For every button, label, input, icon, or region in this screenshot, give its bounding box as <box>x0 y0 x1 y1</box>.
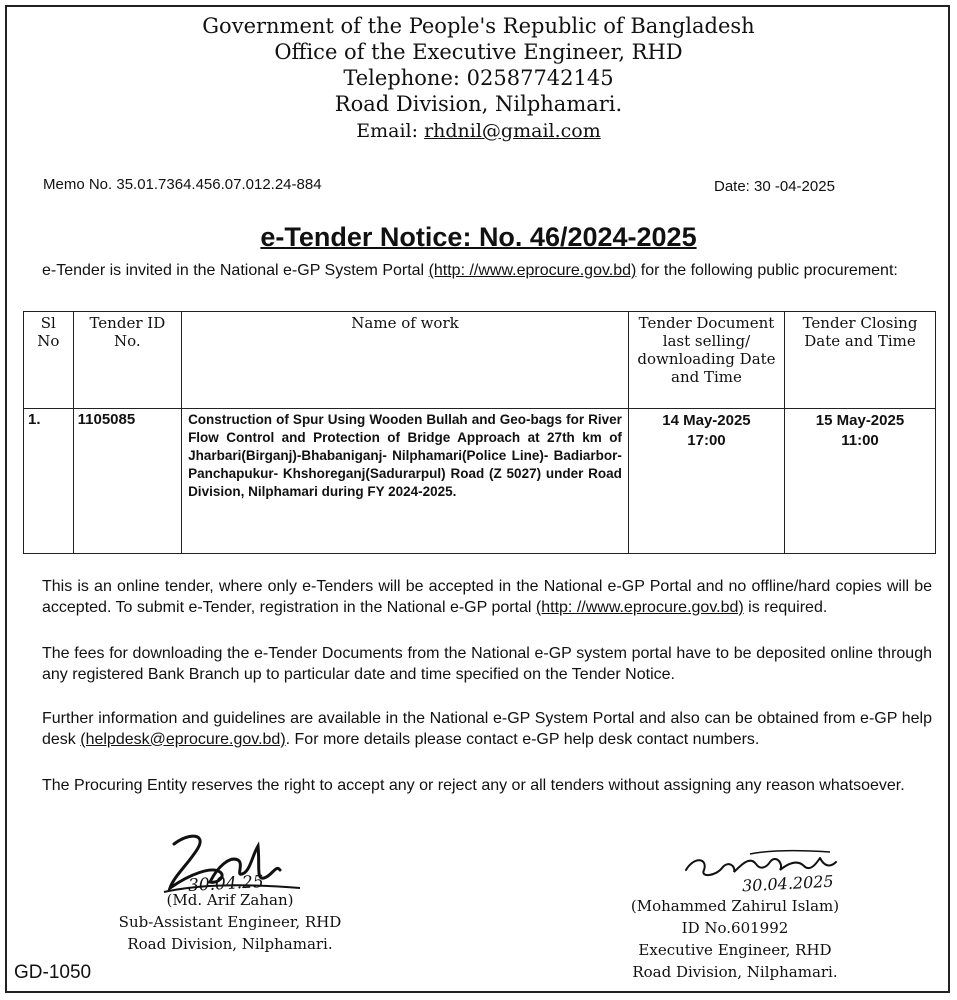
memo-number: Memo No. 35.01.7364.456.07.012.24-884 <box>43 176 322 193</box>
row-doc-time: 17:00 <box>687 432 726 449</box>
header-sl: Sl No <box>24 312 74 409</box>
signatory-right <box>600 895 870 983</box>
row-sl: 1. <box>24 409 74 554</box>
p1-text-before: This is an online tender, where only e-Tenders will be accepted in the National e-GP Portal and no offline/hard copies will be accepted. To submit e-Tender, registration in the National e-GP portal <box>42 578 932 616</box>
eprocure-link-2[interactable]: (http: //www.eprocure.gov.bd) <box>535 598 744 616</box>
header-email-line <box>0 120 957 142</box>
tender-table <box>23 311 936 554</box>
intro-text-after: for the following public procurement: <box>636 262 898 279</box>
row-doc-cell <box>628 409 784 554</box>
row-closing-date: 15 May-2025 <box>815 412 905 429</box>
paragraph-helpdesk <box>42 709 932 750</box>
signatory-right-id: ID No.601992 <box>681 919 789 937</box>
row-tender-id: 1105085 <box>73 409 181 554</box>
table-row <box>24 409 936 554</box>
paragraph-rights: The Procuring Entity reserves the right to accept any or reject any or all tenders without assigning any reason whatsoever. <box>42 777 905 794</box>
row-name-of-work-cell <box>182 409 629 554</box>
eprocure-link[interactable]: (http: //www.eprocure.gov.bd) <box>428 262 637 279</box>
row-doc-date: 14 May-2025 <box>662 412 751 429</box>
header-office: Office of the Executive Engineer, RHD <box>274 40 683 64</box>
intro-paragraph <box>42 261 922 281</box>
header-telephone: Telephone: 02587742145 <box>343 66 614 90</box>
email-link[interactable]: rhdnil@gmail.com <box>424 120 601 142</box>
signatory-right-name: (Mohammed Zahirul Islam) <box>630 897 840 915</box>
p3-text-before: Further information and guidelines are available in the National e-GP System Portal and also can be obtained from e-GP help desk <box>42 710 932 748</box>
intro-text-before: e-Tender is invited in the National e-GP System Portal <box>42 262 429 279</box>
header-division: Road Division, Nilphamari. <box>334 92 623 116</box>
memo-date: Date: 30 -04-2025 <box>714 178 835 195</box>
signature-left-date: 30.04.25 <box>187 872 265 896</box>
email-label: Email: <box>356 120 425 142</box>
signatory-left-designation: Sub-Assistant Engineer, RHD <box>118 913 342 931</box>
signatory-left-office: Road Division, Nilphamari. <box>127 935 333 953</box>
signature-right-date: 30.04.2025 <box>741 871 835 896</box>
signatory-right-designation: Executive Engineer, RHD <box>638 941 832 959</box>
p1-text-after: is required. <box>743 598 828 616</box>
signatory-left-name: (Md. Arif Zahan) <box>166 891 294 909</box>
p3-text-after: . For more details please contact e-GP help desk contact numbers. <box>285 730 760 748</box>
header-doc-selling: Tender Document last selling/ downloading Date and Time <box>628 312 784 409</box>
table-header-row <box>24 312 936 409</box>
row-closing-time: 11:00 <box>841 432 879 449</box>
paragraph-online-tender <box>42 577 932 618</box>
row-closing-cell <box>784 409 935 554</box>
notice-title: e-Tender Notice: No. 46/2024-2025 <box>260 222 697 252</box>
signatory-left <box>95 889 365 955</box>
header-closing: Tender Closing Date and Time <box>784 312 935 409</box>
helpdesk-email-link[interactable]: (helpdesk@eprocure.gov.bd) <box>80 730 286 748</box>
paragraph-fees: The fees for downloading the e-Tender Documents from the National e-GP system portal have to be deposited online through any registered Bank Branch up to particular date and time specified on the Tender Notice. <box>42 645 932 683</box>
header-tender-id: Tender ID No. <box>73 312 181 409</box>
footer-code: GD-1050 <box>14 962 92 983</box>
row-name-of-work: Construction of Spur Using Wooden Bullah and Geo-bags for River Flow Control and Protection of Bridge Approach at 27th km of Jharbari(Birganj)-Bhabaniganj- Nilphamari(Police Line)- Badiarbor-Panchapukur- Khshoreganj(Sadurarpul) Road (Z 5027) under Road Division, Nilphamari during FY 2024-2025. <box>188 412 622 499</box>
header-name-of-work: Name of work <box>182 312 629 409</box>
header-government: Government of the People's Republic of Bangladesh <box>202 14 755 38</box>
signatory-right-office: Road Division, Nilphamari. <box>632 963 838 981</box>
